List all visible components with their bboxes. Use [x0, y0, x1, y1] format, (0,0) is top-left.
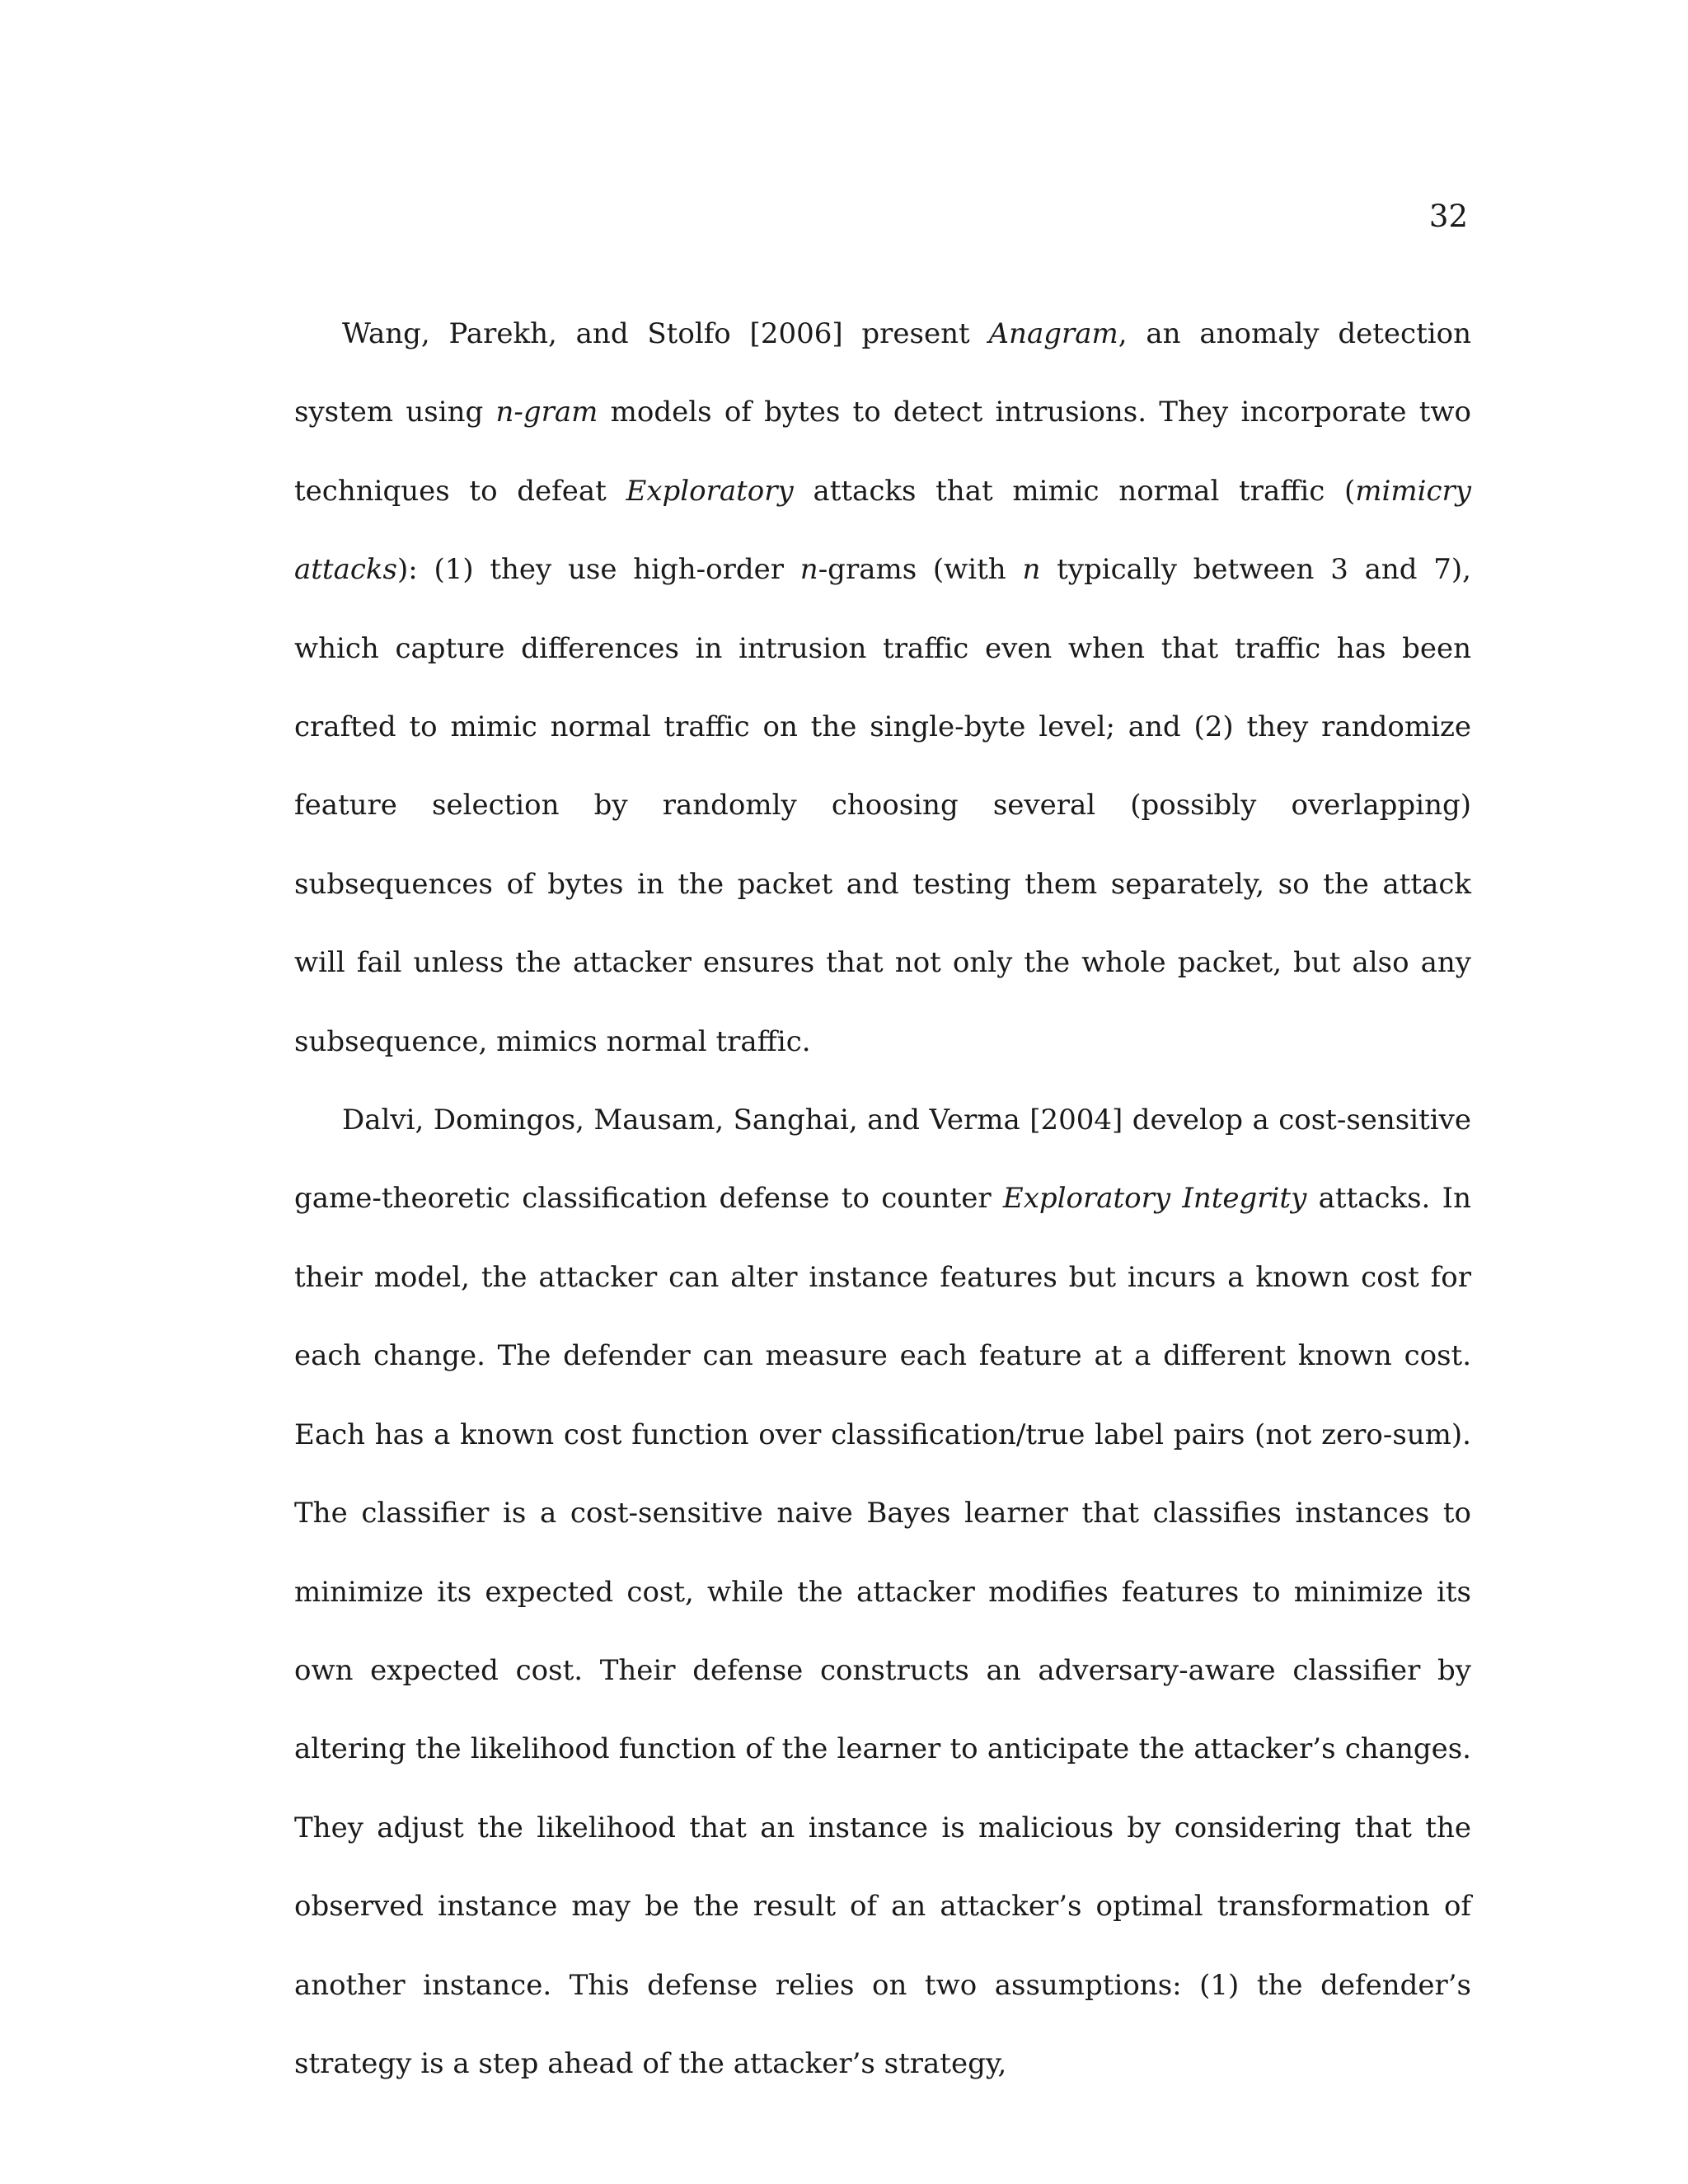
text-run: ): (1) they use high-order	[396, 553, 800, 587]
emphasized-text: n	[1022, 553, 1041, 587]
emphasized-text: n	[799, 553, 818, 587]
text-run: attacks that mimic normal traffic (	[793, 474, 1356, 508]
text-run: attacks. In their model, the attacker can alter instance features but incurs a known cost for each change. The defender can measure each feature at a different known cost. Each has a known cost function over classification/true label pairs (not zero-sum). The classifier is a cost-sensitive naive Bayes learner that classifies instances to minimize its expected cost, while the attacker modifies features to minimize its own expected cost. Their defense constructs an adversary-aware classifier by altering the likelihood function of the learner to anticipate the attacker’s changes. They adjust the likelihood that an instance is malicious by considering that the observed instance may be the result of an attacker’s optimal transformation of another instance. This defense relies on two assumptions: (1) the defender’s strategy is a step ahead of the attacker’s strategy,	[294, 1182, 1471, 2080]
paragraph	[294, 295, 1471, 1081]
emphasized-text: mimicry attacks	[294, 474, 1471, 587]
text-run: typically between 3 and 7), which capture differences in intrusion traffic even when that traffic has been crafted to mimic normal traffic on the single-byte level; and (2) they randomize feature selection by randomly choosing several (possibly overlapping) subsequences of bytes in the packet and testing them separately, so the attack will fail unless the attacker ensures that not only the whole packet, but also any subsequence, mimics normal traffic.	[294, 553, 1471, 1058]
emphasized-text: Anagram	[988, 317, 1118, 350]
body-text	[294, 295, 1471, 2103]
emphasized-text: n-gram	[495, 396, 598, 429]
page-number: 32	[1428, 199, 1468, 234]
text-run: Wang, Parekh, and Stolfo [2006] present	[342, 317, 989, 350]
text-run: , an anomaly detection system using	[294, 317, 1471, 429]
text-run: models of bytes to detect intrusions. They incorporate two techniques to defeat	[294, 396, 1471, 508]
paragraph	[294, 1081, 1471, 2103]
text-run: Dalvi, Domingos, Mausam, Sanghai, and Verma [2004] develop a cost-sensitive game-theoretic classification defense to counter	[294, 1104, 1471, 1216]
emphasized-text: Exploratory Integrity	[1002, 1182, 1307, 1216]
emphasized-text: Exploratory	[626, 474, 794, 508]
text-run: -grams (with	[818, 553, 1023, 587]
